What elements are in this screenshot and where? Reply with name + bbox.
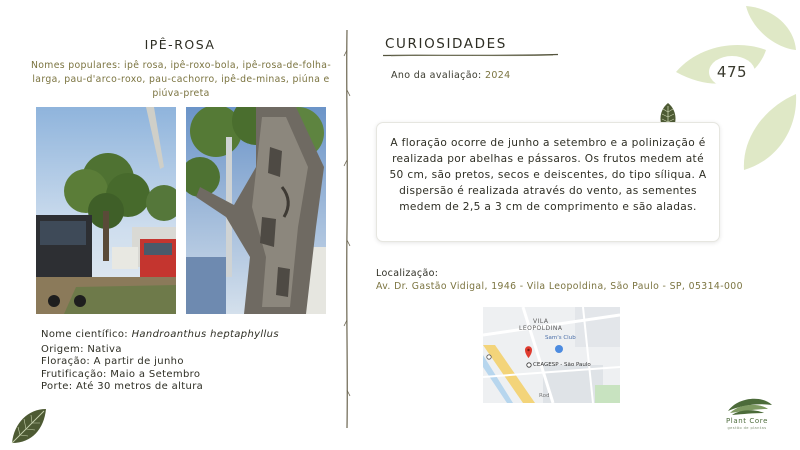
- origin-row: Origem: Nativa: [41, 343, 122, 355]
- brand-tagline: gestão de plantas: [727, 426, 767, 430]
- evaluation-year: [391, 70, 511, 81]
- leaf-icon: [8, 405, 48, 447]
- year-value: 2024: [484, 70, 511, 81]
- brand-name: Plant Core: [725, 417, 769, 425]
- vertical-divider: [343, 30, 351, 428]
- location-address[interactable]: Av. Dr. Gastão Vidigal, 1946 - Vila Leopoldina, São Paulo - SP, 05314-000: [376, 281, 743, 292]
- curiosities-text: A floração ocorre de junho a setembro e a polinização é realizada por abelhas e pássaros. Os frutos medem até 50 cm, são pretos, secos e deiscentes, do tipo síliqua. A dispersão é realizada através do vento, as sementes medem de 2,5 a 3 cm de comprimento e são aladas.: [389, 137, 707, 213]
- species-title: IPÊ-ROSA: [144, 37, 216, 52]
- map-poi-ceagesp: CEAGESP - São Paulo: [533, 362, 591, 368]
- location-label: Localização:: [376, 268, 439, 279]
- map-district-line2: LEOPOLDINA: [519, 325, 563, 332]
- map-road-label: Rod: [539, 393, 550, 399]
- map-district-label: [519, 318, 563, 332]
- curiosities-text-box: [376, 122, 720, 242]
- map-poi-sams-club: Sam's Club: [545, 335, 576, 341]
- species-details: [41, 329, 279, 394]
- scientific-name-row: [41, 329, 279, 342]
- tree-photo-street: [36, 107, 176, 314]
- size-row: Porte: Até 30 metros de altura: [41, 381, 204, 393]
- location-map[interactable]: [483, 307, 620, 403]
- scientific-name-value: Handroanthus heptaphyllus: [131, 329, 279, 340]
- flowering-row: Floração: A partir de junho: [41, 356, 184, 368]
- scientific-name-label: Nome científico:: [41, 329, 129, 340]
- title-underline: [383, 52, 558, 58]
- fruiting-row: Frutificação: Maio a Setembro: [41, 368, 201, 380]
- species-number-badge: 475: [709, 56, 755, 88]
- tree-trunk-photo: [186, 107, 326, 314]
- curiosities-title: CURIOSIDADES: [385, 36, 507, 52]
- map-district-line1: VILA: [533, 318, 549, 325]
- year-label: Ano da avaliação:: [391, 70, 482, 81]
- popular-names: Nomes populares: ipê rosa, ipê-roxo-bola, ipê-rosa-de-folha-larga, pau-d'arco-roxo, pau-cachorro, ipê-de-minas, piúna e piúva-preta: [30, 60, 332, 99]
